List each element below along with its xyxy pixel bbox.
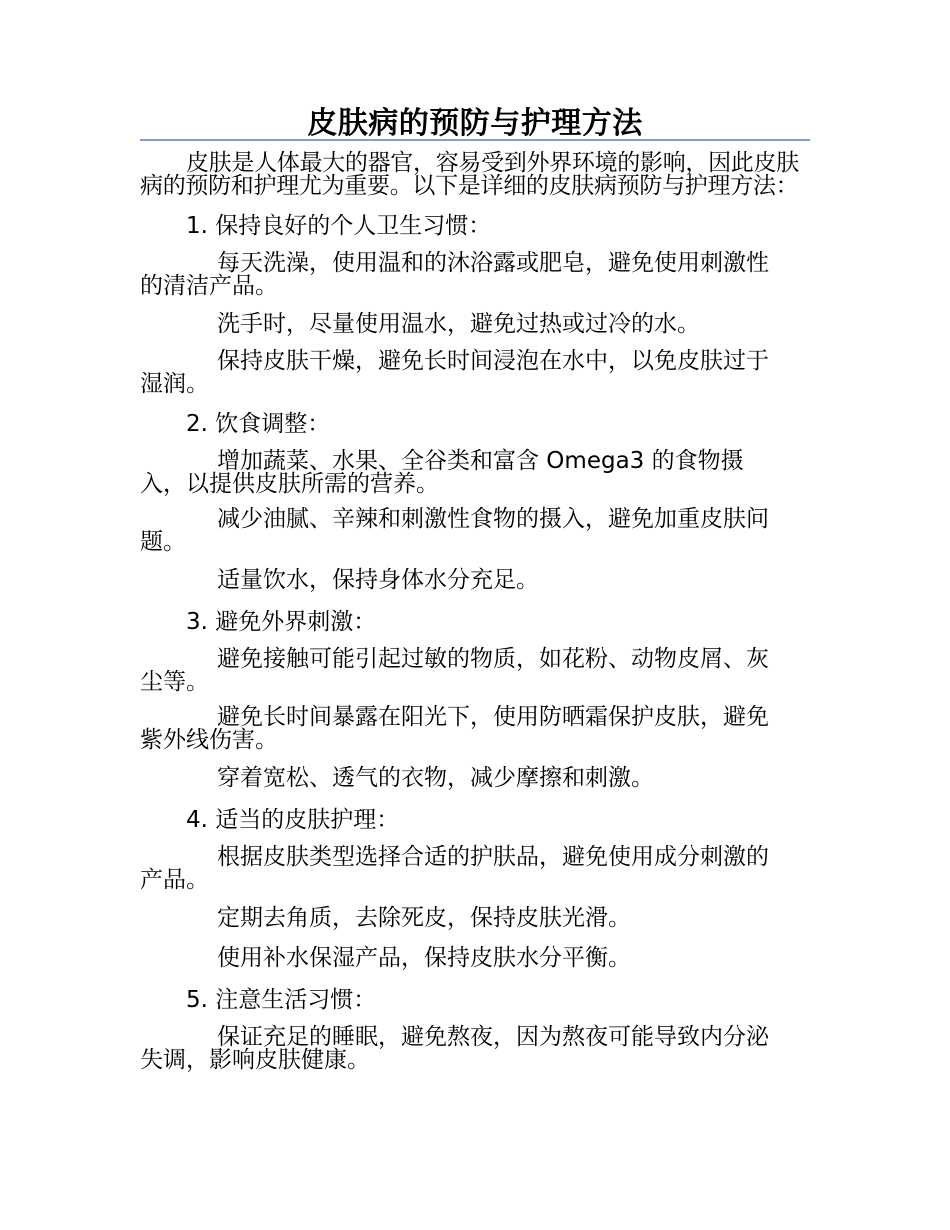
list-item: 避免长时间暴露在阳光下，使用防晒霜保护皮肤，避免紫外线伤害。 [140, 704, 769, 753]
list-item: 每天洗澡，使用温和的沐浴露或肥皂，避免使用刺激性的清洁产品。 [140, 250, 769, 299]
section-4 [140, 806, 810, 972]
document-title: 皮肤病的预防与护理方法 [307, 106, 643, 141]
list-item: 洗手时，尽量使用温水，避免过热或过冷的水。 [217, 311, 700, 337]
list-item: 适量饮水，保持身体水分充足。 [217, 567, 539, 593]
section-1 [140, 212, 810, 396]
list-item: 使用补水保湿产品，保持皮肤水分平衡。 [217, 945, 631, 971]
list-item: 定期去角质，去除死皮，保持皮肤光滑。 [217, 905, 631, 931]
list-item: 避免接触可能引起过敏的物质，如花粉、动物皮屑、灰尘等。 [140, 646, 769, 695]
list-item: 根据皮肤类型选择合适的护肤品，避免使用成分刺激的产品。 [140, 844, 769, 893]
intro-paragraph: 皮肤是人体最大的器官，容易受到外界环境的影响，因此皮肤病的预防和护理尤为重要。以下是详细的皮肤病预防与护理方法： [140, 150, 799, 199]
section-5 [140, 986, 810, 1072]
section-heading: 3. 避免外界刺激： [186, 609, 377, 635]
section-heading: 4. 适当的皮肤护理： [186, 807, 400, 833]
section-heading: 2. 饮食调整： [186, 411, 331, 437]
document-body [140, 152, 810, 1072]
list-item: 减少油腻、辛辣和刺激性食物的摄入，避免加重皮肤问题。 [140, 506, 769, 555]
title-underline [140, 139, 810, 141]
section-3 [140, 608, 810, 792]
section-heading: 1. 保持良好的个人卫生习惯： [186, 213, 492, 239]
section-heading: 5. 注意生活习惯： [186, 987, 377, 1013]
list-item: 保持皮肤干燥，避免长时间浸泡在水中，以免皮肤过于湿润。 [140, 348, 769, 397]
list-item: 增加蔬菜、水果、全谷类和富含 Omega3 的食物摄入，以提供皮肤所需的营养。 [140, 448, 744, 497]
list-item: 穿着宽松、透气的衣物，减少摩擦和刺激。 [217, 765, 654, 791]
list-item: 保证充足的睡眠，避免熬夜，因为熬夜可能导致内分泌失调，影响皮肤健康。 [140, 1024, 769, 1073]
section-2 [140, 410, 810, 594]
